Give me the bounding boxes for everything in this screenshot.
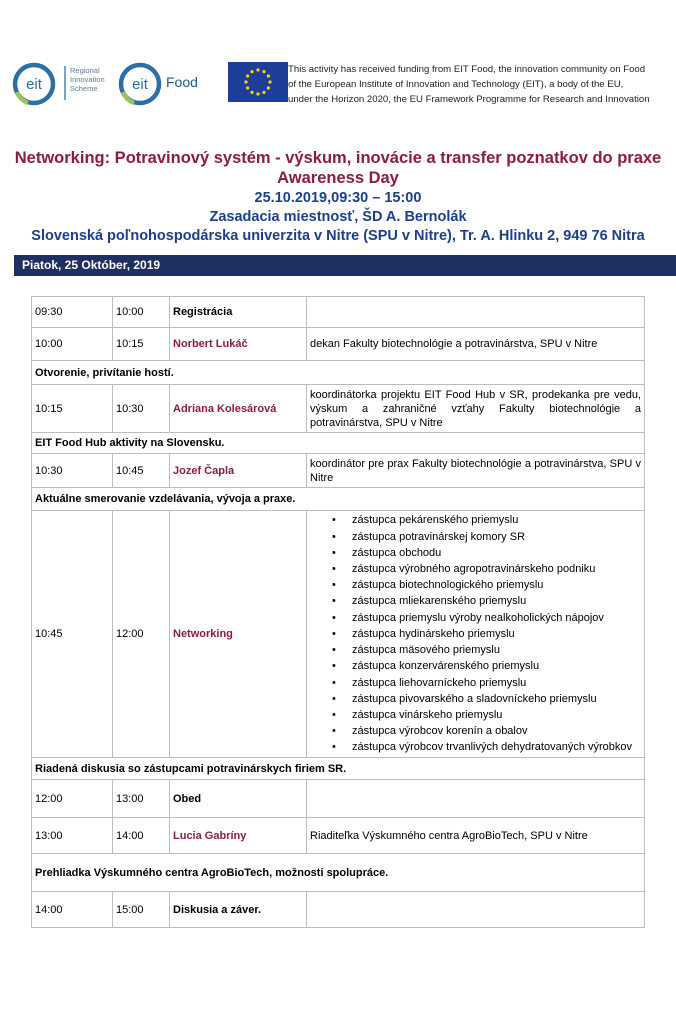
event-address: Slovenská poľnohospodárska univerzita v Nitre (SPU v Nitre), Tr. A. Hlinku 2, 949 76 Nitra [31, 228, 645, 244]
table-row [32, 385, 645, 433]
list-item: • zástupca potravinárskej komory SR [352, 529, 641, 545]
speaker-cell [170, 454, 307, 488]
list-item: • zástupca výrobcov trvanlivých dehydratovaných výrobkov [352, 739, 641, 755]
logo-rss-text: Regional Innovation Scheme [70, 66, 105, 93]
start-time: 09:30 [32, 297, 113, 328]
logo-divider [64, 66, 66, 100]
session-detail [307, 780, 645, 818]
list-item: • zástupca pekárenského priemyslu [352, 512, 641, 528]
speaker-role: koordinátor pre prax Fakulty biotechnológie a potravinárstva, SPU v Nitre [307, 454, 645, 488]
funding-line: This activity has received funding from EIT Food, the innovation community on Food [288, 64, 646, 75]
list-item: • zástupca mliekarenského priemyslu [352, 593, 641, 609]
section-row [32, 854, 645, 892]
speaker-cell [170, 511, 307, 758]
funding-line: under the Horizon 2020, the EU Framework Programme for Research and Innovation [288, 94, 650, 105]
event-venue: Zasadacia miestnosť, ŠD A. Bernolák [209, 209, 467, 225]
end-time: 10:30 [113, 385, 170, 433]
speaker-role: Riaditeľka Výskumného centra AgroBioTech, SPU v Nitre [307, 818, 645, 854]
eit-logo-icon [118, 62, 162, 106]
speaker-cell [170, 385, 307, 433]
start-time: 10:30 [32, 454, 113, 488]
end-time: 10:00 [113, 297, 170, 328]
svg-text:eit: eit [132, 76, 148, 93]
list-item: • zástupca konzervárenského priemyslu [352, 658, 641, 674]
logo-group [12, 58, 282, 108]
speaker-name: Norbert Lukáč [173, 338, 248, 350]
table-row [32, 297, 645, 328]
eit-regional-innovation-scheme-logo [12, 58, 112, 108]
section-title: Prehliadka Výskumného centra AgroBioTech, možnosti spolupráce. [32, 854, 645, 892]
start-time: 12:00 [32, 780, 113, 818]
day-band-label: Piatok, 25 Október, 2019 [22, 258, 161, 272]
speaker-role: koordinátorka projektu EIT Food Hub v SR, prodekanka pre vedu, výskum a zahraničné vzťahy Fakulty biotechnológie a potravinárstva, SPU v Nitre [307, 385, 645, 433]
end-time: 14:00 [113, 818, 170, 854]
start-time: 10:00 [32, 328, 113, 361]
section-row [32, 758, 645, 780]
speaker-name: Adriana Kolesárová [173, 402, 277, 415]
end-time: 15:00 [113, 892, 170, 928]
list-item: • zástupca biotechnologického priemyslu [352, 577, 641, 593]
section-row [32, 488, 645, 511]
speaker-name: Lucia Gabríny [173, 829, 247, 842]
list-item: • zástupca mäsového priemyslu [352, 642, 641, 658]
list-item: • zástupca pivovarského a sladovníckeho priemyslu [352, 691, 641, 707]
list-item: • zástupca hydinárskeho priemyslu [352, 626, 641, 642]
session-name: Networking [173, 628, 233, 640]
list-item: • zástupca priemyslu výroby nealkoholických nápojov [352, 610, 641, 626]
start-time: 13:00 [32, 818, 113, 854]
session-detail [307, 297, 645, 328]
eit-logo-icon [12, 62, 56, 106]
start-time: 10:45 [32, 511, 113, 758]
event-title-block [0, 148, 676, 246]
end-time: 10:45 [113, 454, 170, 488]
section-row [32, 361, 645, 385]
table-row [32, 780, 645, 818]
list-item: • zástupca liehovarníckeho priemyslu [352, 675, 641, 691]
list-item: • zástupca výrobcov korenín a obalov [352, 723, 641, 739]
section-title: EIT Food Hub aktivity na Slovensku. [32, 433, 645, 454]
logo-food-word: Food [166, 74, 198, 90]
table-row [32, 328, 645, 361]
event-subtitle: Awareness Day [277, 169, 399, 187]
list-item: • zástupca vinárskeho priemyslu [352, 707, 641, 723]
table-row [32, 892, 645, 928]
end-time: 12:00 [113, 511, 170, 758]
representatives-cell [307, 511, 645, 758]
eit-food-logo [118, 58, 218, 108]
start-time: 10:15 [32, 385, 113, 433]
section-title: Otvorenie, privítanie hostí. [32, 361, 645, 385]
event-date-time: 25.10.2019,09:30 – 15:00 [254, 190, 422, 206]
table-row [32, 818, 645, 854]
section-row [32, 433, 645, 454]
funding-notice [288, 62, 674, 107]
day-band [14, 255, 676, 276]
table-row [32, 511, 645, 758]
list-item: • zástupca obchodu [352, 545, 641, 561]
table-row [32, 454, 645, 488]
section-title: Aktuálne smerovanie vzdelávania, vývoja a praxe. [32, 488, 645, 511]
session-title: Registrácia [170, 297, 307, 328]
schedule-table [31, 296, 645, 928]
end-time: 13:00 [113, 780, 170, 818]
funding-line: of the European Institute of Innovation and Technology (EIT), a body of the EU, [288, 79, 624, 90]
representatives-list [310, 512, 641, 755]
eu-flag-icon [228, 62, 288, 102]
svg-text:eit: eit [26, 76, 42, 93]
speaker-role: dekan Fakulty biotechnológie a potravinárstva, SPU v Nitre [307, 328, 645, 361]
section-title: Riadená diskusia so zástupcami potravinárskych firiem SR. [32, 758, 645, 780]
session-detail [307, 892, 645, 928]
speaker-cell [170, 328, 307, 361]
session-title: Obed [170, 780, 307, 818]
event-title: Networking: Potravinový systém - výskum, inovácie a transfer poznatkov do praxe [14, 149, 662, 167]
speaker-cell [170, 818, 307, 854]
start-time: 14:00 [32, 892, 113, 928]
list-item: • zástupca výrobného agropotravinárskeho podniku [352, 561, 641, 577]
session-title: Diskusia a záver. [170, 892, 307, 928]
end-time: 10:15 [113, 328, 170, 361]
speaker-name: Jozef Čapla [173, 464, 235, 477]
